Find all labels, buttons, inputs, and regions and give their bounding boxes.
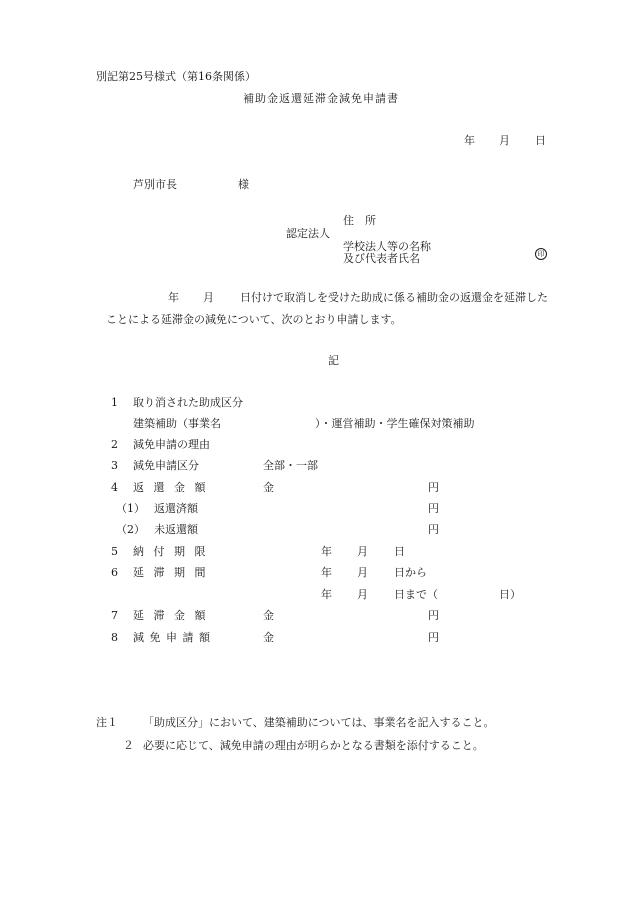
seal-icon: 印 [535, 248, 547, 260]
item-2-label: 減免申請の理由 [133, 438, 210, 451]
item-6b-day-until: 日まで（ [394, 588, 438, 601]
item-4-label: 返 還 金 額 [133, 481, 209, 494]
applicant-address-label: 住 所 [343, 214, 376, 227]
item-6-day-from: 日から [394, 566, 427, 579]
item-4-1-number: （1） [116, 502, 145, 515]
addressee-name: 芦別市長 [133, 178, 177, 191]
item-6-number: 6 [111, 566, 118, 579]
item-5-day: 日 [394, 545, 405, 558]
item-7-label: 延 滞 金 額 [133, 609, 209, 622]
note-2-number: ２ [123, 739, 134, 752]
item-6-label: 延 滞 期 間 [133, 566, 209, 579]
body-line1: 日付けで取消しを受けた助成に係る補助金の返還金を延滞した [240, 291, 548, 304]
item-4-2-number: （2） [116, 523, 145, 536]
body-month: 月 [203, 291, 214, 304]
note-1-number: 注１ [96, 716, 118, 729]
item-7-prefix: 金 [263, 609, 274, 622]
item-2-number: 2 [111, 438, 118, 451]
item-4-unit: 円 [428, 481, 439, 494]
item-5-year: 年 [321, 545, 332, 558]
item-1-sub-a: 建築補助（事業名 [133, 417, 221, 430]
item-6-year: 年 [321, 566, 332, 579]
item-8-unit: 円 [428, 631, 439, 644]
item-6b-days-close: 日） [499, 588, 521, 601]
item-8-prefix: 金 [263, 631, 274, 644]
item-1-number: 1 [111, 396, 118, 409]
item-8-label: 減 免 申 請 額 [133, 631, 211, 644]
item-6-month: 月 [357, 566, 368, 579]
form-number-label: 別記第25号様式（第16条関係） [96, 70, 256, 83]
note-1-text: 「助成区分」において、建築補助については、事業名を記入すること。 [143, 716, 495, 729]
body-year: 年 [168, 291, 179, 304]
date-day: 日 [535, 134, 546, 147]
item-4-1-label: 返還済額 [154, 502, 198, 515]
ki-heading: 記 [328, 354, 339, 367]
date-year: 年 [464, 134, 475, 147]
item-7-unit: 円 [428, 609, 439, 622]
item-3-number: 3 [111, 459, 118, 472]
item-4-1-unit: 円 [428, 502, 439, 515]
item-5-label: 納 付 期 限 [133, 545, 209, 558]
item-4-2-label: 未返還額 [154, 523, 198, 536]
date-month: 月 [499, 134, 510, 147]
item-5-number: 5 [111, 545, 118, 558]
item-1-label: 取り消された助成区分 [133, 396, 243, 409]
note-2-text: 必要に応じて、減免申請の理由が明らかとなる書類を添付すること。 [143, 739, 484, 752]
applicant-type-label: 認定法人 [286, 227, 330, 240]
item-4-prefix: 金 [263, 481, 274, 494]
item-3-value: 全部・一部 [263, 459, 318, 472]
document-title: 補助金返還延滞金減免申請書 [243, 92, 399, 105]
item-4-number: 4 [111, 481, 118, 494]
item-8-number: 8 [111, 631, 118, 644]
applicant-name-label-1: 学校法人等の名称 [343, 240, 431, 253]
item-6b-year: 年 [321, 588, 332, 601]
item-6b-month: 月 [357, 588, 368, 601]
body-line2: ことによる延滞金の減免について、次のとおり申請します。 [106, 313, 402, 326]
item-1-sub-b: ）・運営補助・学生確保対策補助 [315, 417, 475, 430]
item-3-label: 減免申請区分 [133, 459, 199, 472]
applicant-name-label-2: 及び代表者氏名 [343, 252, 420, 265]
addressee-honorific: 様 [238, 178, 249, 191]
item-4-2-unit: 円 [428, 523, 439, 536]
item-7-number: 7 [111, 609, 118, 622]
item-5-month: 月 [357, 545, 368, 558]
